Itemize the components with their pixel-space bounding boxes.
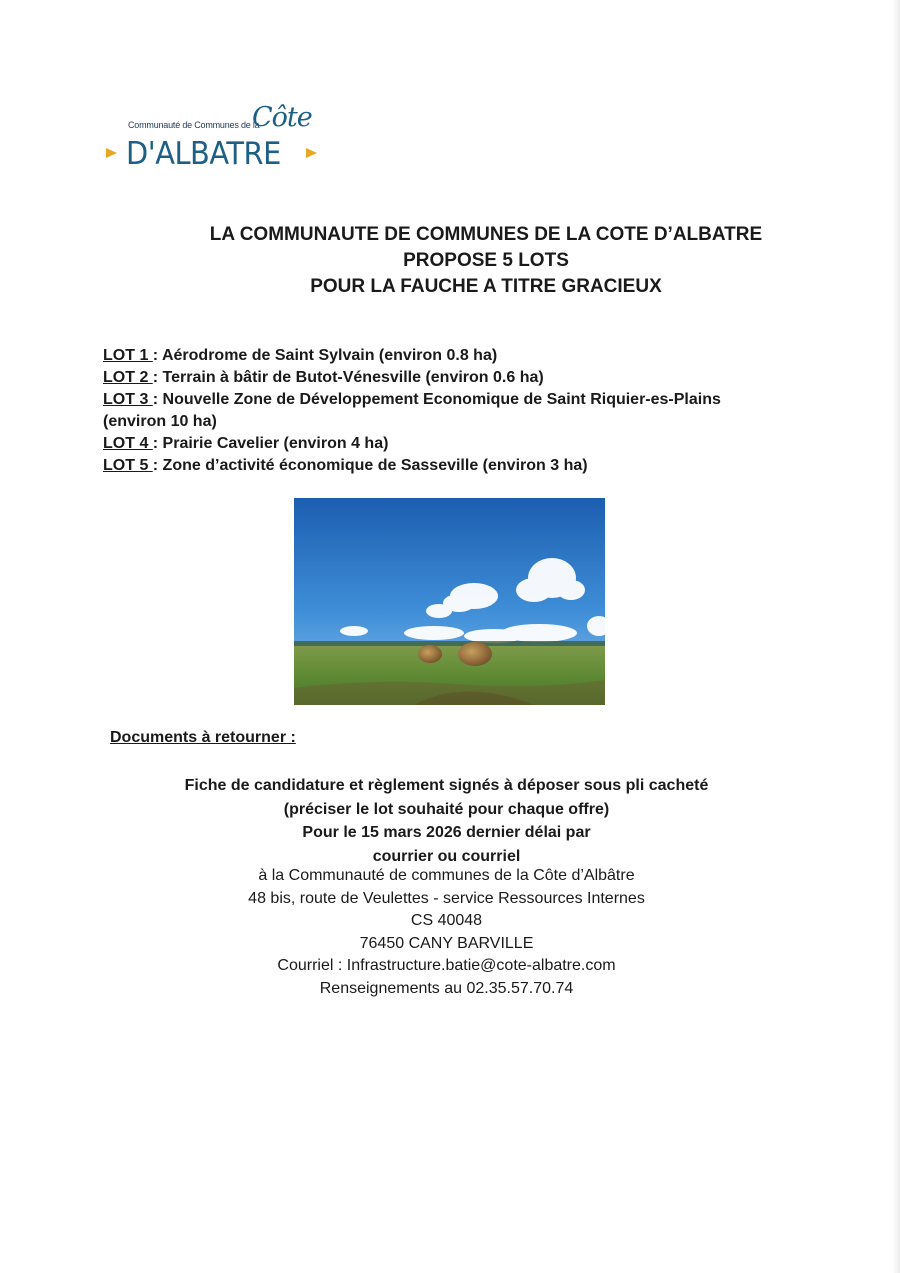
lot-list bbox=[103, 345, 763, 477]
lot-description: : Zone d’activité économique de Sasseville (environ 3 ha) bbox=[152, 457, 588, 474]
logo-main-text: D'ALBATRE bbox=[126, 136, 281, 172]
title-line-2: PROPOSE 5 LOTS bbox=[403, 250, 569, 271]
logo bbox=[100, 100, 330, 180]
instruction-line: courrier ou courriel bbox=[372, 847, 521, 865]
lot-label: LOT 4 bbox=[103, 435, 153, 452]
instruction-line: Fiche de candidature et règlement signés à déposer sous pli cacheté bbox=[184, 777, 709, 794]
lot-label: LOT 5 bbox=[103, 457, 153, 474]
lot-item bbox=[103, 389, 763, 433]
lot-label: LOT 1 bbox=[103, 347, 153, 364]
submission-instructions bbox=[0, 774, 893, 868]
lot-description: : Aérodrome de Saint Sylvain (environ 0.8 ha) bbox=[152, 347, 498, 364]
lot-item bbox=[103, 433, 763, 455]
page-edge bbox=[892, 0, 900, 1273]
phone-line: Renseignements au 02.35.57.70.74 bbox=[319, 979, 574, 997]
lot-label: LOT 2 bbox=[103, 369, 153, 386]
address-line: 48 bis, route de Veulettes - service Ressources Internes bbox=[248, 889, 645, 907]
instruction-line: (préciser le lot souhaité pour chaque offre) bbox=[283, 800, 610, 818]
lot-description: : Nouvelle Zone de Développement Economique de Saint Riquier-es-Plains (environ 10 ha) bbox=[103, 391, 721, 430]
title-line-1: LA COMMUNAUTE DE COMMUNES DE LA COTE D’ALBATRE bbox=[209, 224, 763, 245]
lot-description: : Prairie Cavelier (environ 4 ha) bbox=[152, 435, 389, 452]
logo-arrow-right-icon bbox=[306, 148, 317, 158]
address-line: 76450 CANY BARVILLE bbox=[359, 934, 534, 952]
lot-description: : Terrain à bâtir de Butot-Vénesville (environ 0.6 ha) bbox=[152, 369, 544, 386]
address-line: à la Communauté de communes de la Côte d’Albâtre bbox=[258, 867, 635, 884]
documents-heading: Documents à retourner : bbox=[110, 729, 296, 746]
lot-item bbox=[103, 367, 763, 389]
page-title bbox=[0, 222, 900, 300]
logo-small-text: Communauté de Communes de la bbox=[128, 120, 260, 130]
contact-address bbox=[0, 865, 893, 1001]
title-line-3: POUR LA FAUCHE A TITRE GRACIEUX bbox=[310, 276, 662, 297]
address-line: CS 40048 bbox=[410, 912, 483, 930]
logo-cote-text: Côte bbox=[252, 102, 312, 133]
email-line: Courriel : Infrastructure.batie@cote-albatre.com bbox=[277, 957, 616, 975]
lot-item bbox=[103, 345, 763, 367]
logo-arrow-left-icon bbox=[106, 148, 117, 158]
lot-label: LOT 3 bbox=[103, 391, 153, 408]
instruction-line: Pour le 15 mars 2026 dernier délai par bbox=[302, 824, 591, 841]
hay-field-photo bbox=[294, 498, 605, 705]
lot-item bbox=[103, 455, 763, 477]
